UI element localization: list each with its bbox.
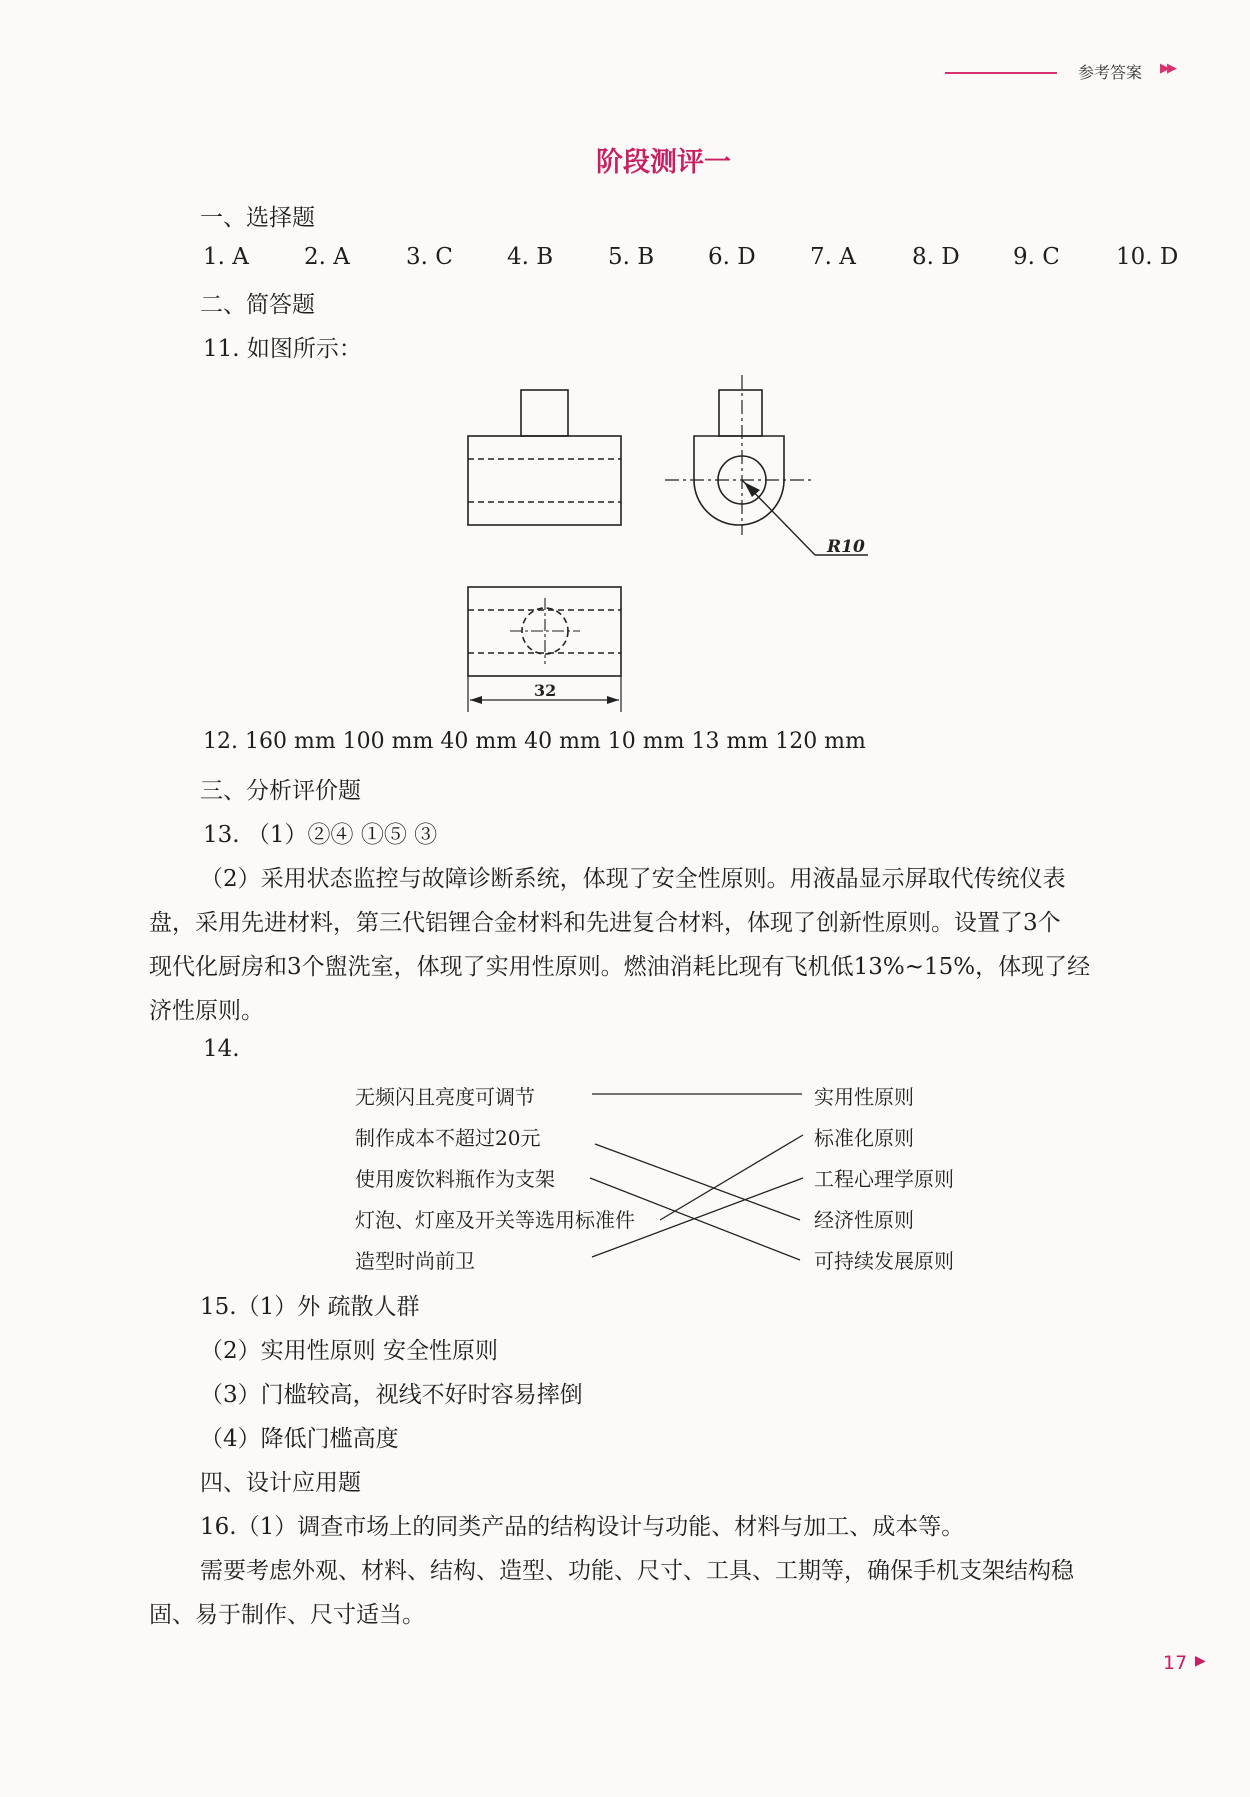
q13-2-line-4: 济性原则。	[149, 998, 264, 1024]
q13-2-line-1: （2）采用状态监控与故障诊断系统，体现了安全性原则。用液晶显示屏取代传统仪表	[200, 866, 1066, 892]
q13-2-line-2: 盘，采用先进材料，第三代铝锂合金材料和先进复合材料，体现了创新性原则。设置了3个	[149, 910, 1061, 936]
answer-6: 6. D	[708, 244, 756, 270]
width-label: 32	[534, 681, 557, 700]
q16-line-2: 需要考虑外观、材料、结构、造型、功能、尺寸、工具、工期等，确保手机支架结构稳	[200, 1558, 1074, 1584]
answer-10: 10. D	[1116, 244, 1179, 270]
page-arrow-icon: ▶	[1195, 1653, 1206, 1669]
header-label: 参考答案	[1078, 63, 1143, 82]
answer-1: 1. A	[203, 244, 249, 270]
page-number: 17	[1163, 1652, 1188, 1674]
answer-7: 7. A	[810, 244, 856, 270]
answer-5: 5. B	[608, 244, 655, 270]
q14-label: 14.	[203, 1036, 240, 1062]
match-right-5: 可持续发展原则	[814, 1249, 954, 1273]
q13-2-line-3: 现代化厨房和3个盥洗室，体现了实用性原则。燃油消耗比现有飞机低13%~15%，体现了经	[149, 954, 1091, 980]
section-choice: 一、选择题	[200, 205, 315, 231]
q15-4-answer: （4）降低门槛高度	[200, 1426, 399, 1452]
q13-1-answer: 13. （1）②④ ①⑤ ③	[203, 822, 438, 848]
section-design: 四、设计应用题	[200, 1470, 361, 1496]
q15-2-answer: （2）实用性原则 安全性原则	[200, 1338, 498, 1364]
answer-4: 4. B	[507, 244, 554, 270]
match-left-2: 制作成本不超过20元	[355, 1126, 541, 1150]
q12-answer: 12. 160 mm 100 mm 40 mm 40 mm 10 mm 13 mm 120 mm	[203, 729, 866, 754]
match-right-2: 标准化原则	[814, 1126, 914, 1150]
match-right-4: 经济性原则	[814, 1208, 914, 1232]
match-right-3: 工程心理学原则	[814, 1167, 954, 1191]
match-line-4	[660, 1135, 803, 1220]
section-analysis: 三、分析评价题	[200, 778, 361, 804]
radius-label: R10	[827, 537, 865, 557]
match-line-5	[592, 1178, 803, 1257]
answer-9: 9. C	[1013, 244, 1060, 270]
match-left-5: 造型时尚前卫	[355, 1249, 475, 1273]
match-left-1: 无频闪且亮度可调节	[355, 1085, 535, 1109]
q11-label: 11. 如图所示：	[203, 336, 362, 362]
page-title: 阶段测评一	[596, 147, 731, 178]
section-short-answer: 二、简答题	[200, 292, 315, 318]
q16-line-1: 16.（1）调查市场上的同类产品的结构设计与功能、材料与加工、成本等。	[200, 1514, 965, 1540]
q16-line-3: 固、易于制作、尺寸适当。	[149, 1602, 425, 1628]
answer-2: 2. A	[304, 244, 350, 270]
q15-1-answer: 15.（1）外 疏散人群	[200, 1294, 420, 1320]
q15-3-answer: （3）门槛较高，视线不好时容易摔倒	[200, 1382, 583, 1408]
answer-3: 3. C	[406, 244, 453, 270]
match-left-3: 使用废饮料瓶作为支架	[355, 1167, 555, 1191]
header-arrows-icon: ▶▶	[1160, 61, 1174, 76]
answer-8: 8. D	[912, 244, 960, 270]
match-right-1: 实用性原则	[814, 1085, 914, 1109]
match-left-4: 灯泡、灯座及开关等选用标准件	[355, 1208, 635, 1232]
